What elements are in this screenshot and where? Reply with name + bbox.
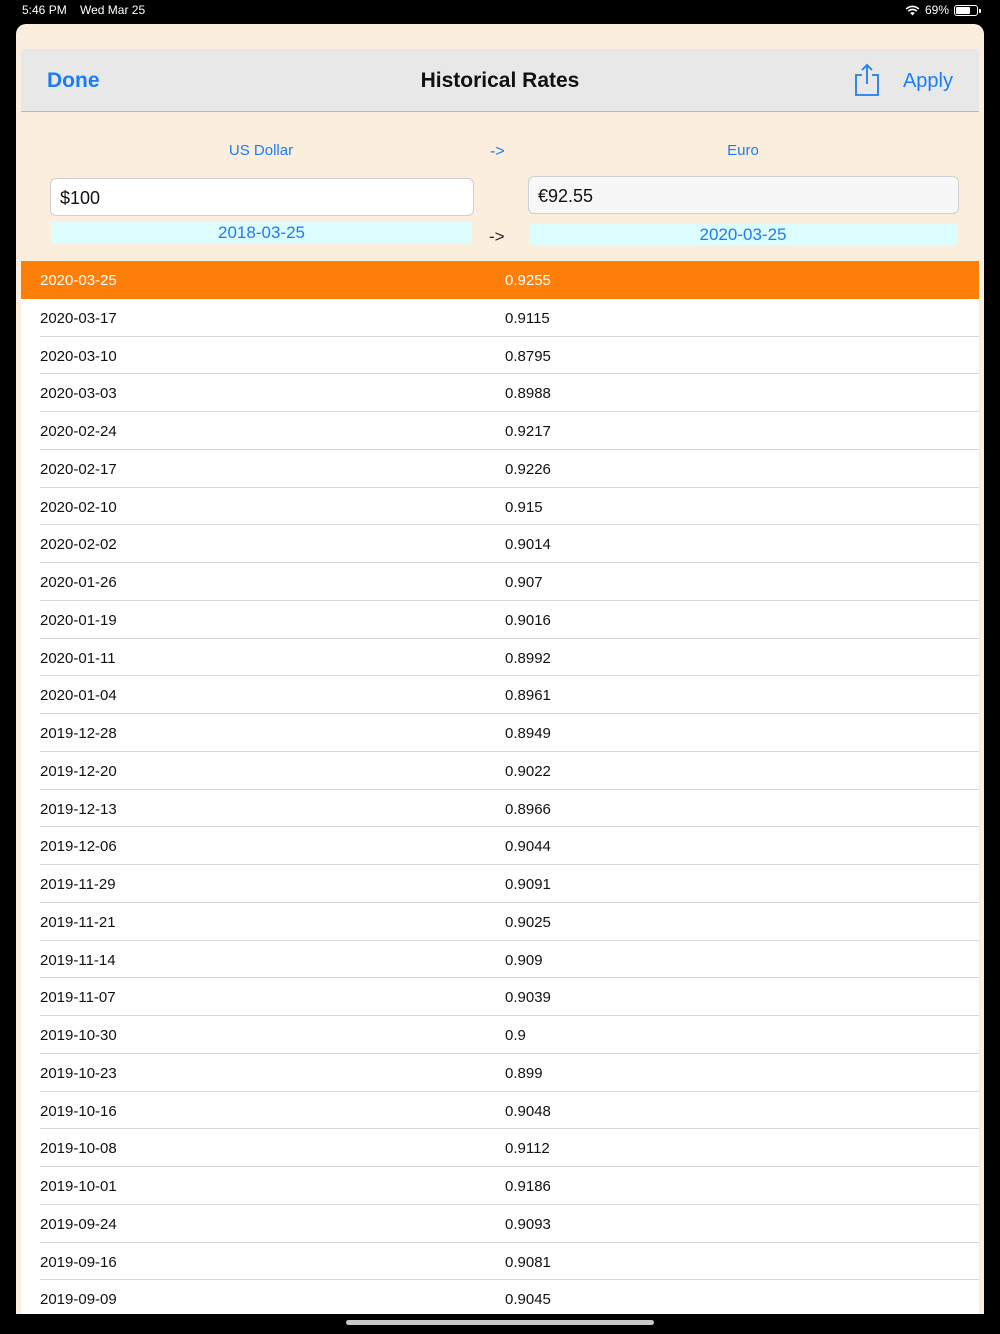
table-row[interactable] [21, 978, 979, 1016]
arrow-label-bottom: -> [489, 227, 505, 246]
to-amount-field: €92.55 [528, 176, 959, 214]
table-row[interactable] [21, 412, 979, 450]
rate-value: 0.9115 [505, 309, 550, 327]
rate-date: 2019-10-08 [40, 1140, 117, 1158]
historical-rates-sheet [16, 24, 984, 1314]
rate-date: 2020-03-17 [40, 309, 117, 327]
rate-date: 2019-10-23 [40, 1064, 117, 1082]
battery-percent: 69% [924, 3, 949, 17]
rate-date: 2019-09-09 [40, 1291, 117, 1309]
to-date-picker[interactable]: 2020-03-25 [529, 224, 957, 246]
rate-value: 0.9226 [505, 460, 551, 478]
rate-value: 0.9014 [505, 536, 551, 554]
table-row[interactable] [21, 450, 979, 488]
table-row[interactable] [21, 601, 979, 639]
table-row[interactable] [21, 714, 979, 752]
rates-table [21, 261, 979, 1314]
rate-value: 0.9044 [505, 838, 551, 856]
table-row[interactable] [21, 1016, 979, 1054]
rate-date: 2020-02-17 [40, 460, 117, 478]
rate-value: 0.9016 [505, 611, 551, 629]
rate-date: 2020-01-04 [40, 687, 117, 705]
rate-value: 0.9081 [505, 1253, 551, 1271]
table-row[interactable] [21, 903, 979, 941]
rate-value: 0.909 [505, 951, 543, 969]
rate-date: 2019-09-16 [40, 1253, 117, 1271]
rate-date: 2020-02-10 [40, 498, 117, 516]
rate-date: 2019-12-13 [40, 800, 117, 818]
rate-date: 2019-11-07 [40, 989, 116, 1007]
rate-value: 0.9022 [505, 762, 551, 780]
rate-value: 0.8992 [505, 649, 551, 667]
table-row[interactable] [21, 299, 979, 337]
rate-date: 2020-03-10 [40, 347, 117, 365]
rate-value: 0.8988 [505, 385, 551, 403]
status-right [905, 3, 978, 17]
rate-value: 0.9025 [505, 913, 551, 931]
rate-value: 0.9093 [505, 1215, 551, 1233]
table-row[interactable] [21, 1054, 979, 1092]
done-button[interactable]: Done [47, 69, 100, 92]
table-row[interactable] [21, 525, 979, 563]
rate-date: 2019-10-16 [40, 1102, 117, 1120]
status-bar [0, 0, 1000, 22]
rate-date: 2020-01-19 [40, 611, 117, 629]
rate-date: 2020-03-03 [40, 385, 117, 403]
table-row[interactable] [21, 941, 979, 979]
table-row[interactable] [21, 1167, 979, 1205]
navigation-bar [21, 49, 979, 112]
rate-value: 0.9217 [505, 423, 551, 440]
table-row[interactable] [21, 639, 979, 677]
rate-date: 2020-01-26 [40, 574, 117, 591]
share-icon[interactable] [853, 63, 881, 97]
rate-value: 0.9091 [505, 876, 551, 893]
table-row[interactable] [21, 827, 979, 865]
rate-date: 2019-09-24 [40, 1215, 117, 1233]
to-currency-label[interactable]: Euro [727, 142, 759, 159]
rate-date: 2019-11-21 [40, 913, 116, 931]
rate-value: 0.9255 [505, 272, 551, 289]
table-row[interactable] [21, 790, 979, 828]
rate-value: 0.9048 [505, 1102, 551, 1120]
rate-value: 0.9186 [505, 1178, 551, 1195]
rate-date: 2020-01-11 [40, 649, 116, 667]
rate-value: 0.9112 [505, 1140, 550, 1158]
table-row[interactable] [21, 337, 979, 375]
table-row[interactable] [21, 261, 979, 299]
from-amount-input[interactable]: $100 [50, 178, 474, 216]
rate-date: 2019-10-01 [40, 1178, 117, 1195]
rate-date: 2019-12-28 [40, 725, 117, 742]
rate-value: 0.8949 [505, 725, 551, 742]
table-row[interactable] [21, 488, 979, 526]
battery-icon [954, 5, 978, 16]
rate-value: 0.899 [505, 1064, 543, 1082]
table-row[interactable] [21, 1280, 979, 1314]
rate-value: 0.915 [505, 498, 543, 516]
table-row[interactable] [21, 865, 979, 903]
table-row[interactable] [21, 1205, 979, 1243]
rate-date: 2020-02-24 [40, 423, 117, 440]
from-date-picker[interactable]: 2018-03-25 [51, 222, 472, 244]
battery-level [956, 7, 970, 14]
status-date: Wed Mar 25 [80, 3, 146, 17]
rate-value: 0.907 [505, 574, 543, 591]
rate-date: 2020-03-25 [40, 272, 117, 289]
table-row[interactable] [21, 563, 979, 601]
table-row[interactable] [21, 1092, 979, 1130]
apply-button[interactable]: Apply [902, 70, 953, 92]
from-currency-label[interactable]: US Dollar [228, 142, 294, 159]
rate-date: 2019-12-06 [40, 838, 117, 856]
rate-value: 0.9039 [505, 989, 551, 1007]
rate-date: 2019-10-30 [40, 1027, 117, 1044]
rate-date: 2020-02-02 [40, 536, 117, 554]
rate-value: 0.9045 [505, 1291, 551, 1309]
rate-value: 0.8795 [505, 347, 551, 365]
rate-date: 2019-12-20 [40, 762, 117, 780]
table-row[interactable] [21, 1243, 979, 1281]
rate-date: 2019-11-14 [40, 951, 116, 969]
status-time: 5:46 PM [22, 3, 67, 17]
page-title: Historical Rates [420, 69, 580, 92]
home-indicator[interactable] [346, 1320, 654, 1325]
rate-value: 0.8966 [505, 800, 551, 818]
table-row[interactable] [21, 676, 979, 714]
rate-value: 0.9 [505, 1027, 526, 1044]
arrow-label-top: -> [490, 143, 505, 160]
wifi-icon [905, 5, 920, 16]
rate-value: 0.8961 [505, 687, 551, 705]
rate-date: 2019-11-29 [40, 876, 116, 893]
table-row[interactable] [21, 752, 979, 790]
table-row[interactable] [21, 374, 979, 412]
table-row[interactable] [21, 1129, 979, 1167]
